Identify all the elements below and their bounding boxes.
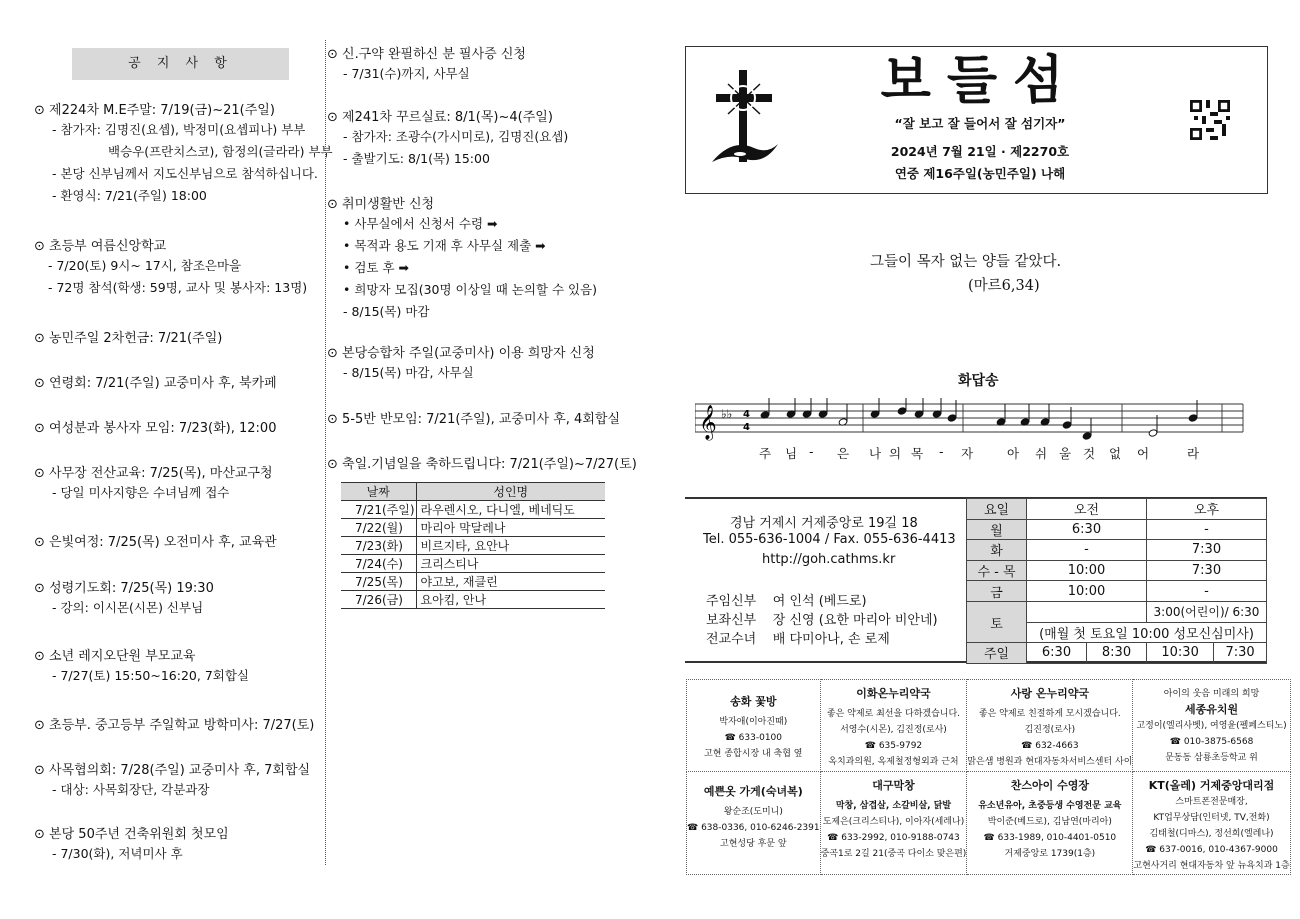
notice-title: 농민주일 2차헌금: 7/21(주일) [49, 331, 223, 346]
ad-title: KT(올레) 거제중앙대리점 [1148, 779, 1275, 792]
weekday: 금 [967, 581, 1027, 602]
bullet-icon: ⊙ [34, 827, 45, 842]
notice-title: 취미생활반 신청 [342, 197, 435, 212]
ad-line: ☎ 637-0016, 010-4367-9000 [1145, 845, 1278, 855]
notice-item [34, 534, 277, 551]
bullet-icon: ⊙ [327, 346, 338, 361]
parish-phone-fax: Tel. 055-636-1004 / Fax. 055-636-4413 [703, 532, 956, 547]
am-time: 8:30 [1087, 643, 1147, 664]
notice-title: 초등부. 중고등부 주일학교 방학미사: 7/27(토) [49, 718, 315, 733]
notice-detail: 백승우(프란치스코), 함정의(글라라) 부부 [108, 144, 333, 159]
table-row [967, 540, 1267, 561]
staff-role: 주임신부 [706, 594, 757, 609]
ad-line: 좋은 약제로 최선을 다하겠습니다. [826, 709, 961, 719]
ad-line: 박자애(이아진때) [719, 717, 788, 727]
time-sig-bottom: 4 [743, 422, 750, 433]
mass-schedule-table [966, 498, 1267, 664]
notice-item [34, 375, 277, 392]
note-icon [1062, 421, 1072, 429]
notice-detail: • 희망자 모집(30명 이상일 때 논의할 수 있음) [343, 282, 598, 297]
am-time: 10:00 [1027, 560, 1147, 581]
ad-title: 대구막창 [872, 779, 915, 792]
time-sig-top: 4 [743, 409, 750, 420]
feast-date: 7/24(수) [341, 555, 416, 573]
qr-code-icon [1190, 100, 1230, 140]
parish-website: http://goh.cathms.kr [762, 552, 896, 567]
notice-title: 축일.기념일을 축하드립니다: 7/21(주일)~7/27(토) [342, 457, 637, 472]
notice-title: 성령기도회: 7/25(목) 19:30 [49, 581, 214, 596]
notice-item [34, 465, 273, 504]
sponsor-ads-grid [686, 679, 1291, 875]
table-row [967, 560, 1267, 581]
table-header-row [341, 483, 605, 501]
table-row [967, 519, 1267, 540]
ad-title: 세종유치원 [1184, 703, 1239, 716]
am-time: 6:30 [1027, 643, 1087, 664]
notice-item [34, 762, 310, 801]
notice-item [34, 717, 314, 734]
weekday: 주일 [967, 643, 1027, 664]
column-header: 오후 [1147, 499, 1267, 520]
notice-item [327, 345, 595, 384]
lyric-syllable: - [939, 444, 944, 459]
column-header: 성인명 [416, 483, 605, 501]
table-row [341, 573, 605, 591]
staff-role: 전교수녀 [706, 632, 757, 647]
notice-item [34, 420, 276, 437]
staff-row [706, 630, 938, 649]
cross-logo-icon [708, 68, 780, 172]
notice-title: 제224차 M.E주말: 7/19(금)~21(주일) [49, 103, 275, 118]
ad-card [687, 680, 821, 772]
pm-time: - [1147, 581, 1267, 602]
bullet-icon: ⊙ [327, 197, 338, 212]
ad-line: 김태철(디마스), 정선희(엘레나) [1149, 829, 1274, 839]
staff-row [706, 611, 938, 630]
ad-line: 중곡1로 2길 21(중곡 다이소 맞은편) [820, 849, 967, 859]
table-row [967, 581, 1267, 602]
notice-detail: - 대상: 사목회장단, 각분과장 [52, 782, 210, 797]
ad-line: ☎ 010-3875-6568 [1169, 737, 1254, 747]
staff-name: 장 신영 (요한 마리아 비안네) [772, 613, 938, 628]
lyric-syllable: 없 [1109, 446, 1122, 461]
notice-item [327, 411, 620, 428]
notice-list [34, 102, 333, 207]
lyric-syllable: 어 [1137, 446, 1150, 461]
notice-item [34, 330, 222, 347]
ad-line: 고현성당 후문 앞 [720, 839, 787, 849]
pm-time: 7:30 [1214, 643, 1267, 664]
lyric-syllable: 목 [911, 446, 924, 461]
am-time: 10:00 [1027, 581, 1147, 602]
ads-row [687, 772, 1291, 875]
notice-detail: - 72명 참석(학생: 59명, 교사 및 봉사자: 13명) [48, 280, 308, 295]
ad-line: 서영수(시몬), 김진정(로사) [840, 725, 947, 735]
notice-title: 본당승합차 주일(교중미사) 이용 희망자 신청 [342, 346, 595, 361]
bullet-icon: ⊙ [34, 581, 45, 596]
note-icon [897, 407, 907, 415]
ad-line: ☎ 635-9792 [864, 741, 923, 751]
table-row [967, 601, 1267, 622]
lyric-syllable: 나 [869, 446, 882, 461]
liturgical-sunday: 연중 제16주일(농민주일) 나해 [894, 166, 1066, 181]
lyric-syllable: - [809, 444, 814, 459]
notice-title: 여성분과 봉사자 모임: 7/23(화), 12:00 [49, 421, 277, 436]
notice-detail: - 7/31(수)까지, 사무실 [343, 66, 470, 81]
staff-role: 보좌신부 [706, 613, 757, 628]
psalm-lyrics [695, 444, 1247, 464]
notice-item [327, 196, 597, 323]
ad-line: 박이준(베드로), 김남연(마리아) [987, 817, 1112, 827]
pm-time: - [1147, 519, 1267, 540]
ad-line: 고현 종합시장 내 축협 옆 [704, 749, 803, 759]
bullet-icon: ⊙ [34, 535, 45, 550]
bullet-icon: ⊙ [34, 239, 45, 254]
notice-title: 신.구약 완필하신 분 필사증 신청 [342, 47, 526, 62]
weekday: 화 [967, 540, 1027, 561]
staff-list [706, 592, 938, 649]
note-icon [1082, 432, 1092, 440]
parish-address: 경남 거제시 거제중앙로 19길 18 [730, 516, 918, 531]
table-row [341, 501, 605, 519]
issue-date-number: 2024년 7월 21일 · 제2270호 [890, 144, 1070, 159]
ad-line: ☎ 633-0100 [724, 733, 782, 743]
ad-line: ☎ 633-1989, 010-4401-0510 [983, 833, 1117, 843]
ad-line: ☎ 632-4663 [1021, 741, 1079, 751]
ad-line: 옥치과의원, 옥제철정형외과 근처 [828, 757, 959, 767]
feast-date: 7/21(주일) [341, 501, 416, 519]
ad-line: 맑은샘 병원과 현대자동차서비스센터 사이 [967, 757, 1133, 767]
ad-card [1133, 680, 1290, 772]
feast-date: 7/22(월) [341, 519, 416, 537]
ad-line: 고정이(엘리사벳), 여영윤(펠페스티노) [1136, 721, 1287, 731]
feast-date: 7/23(화) [341, 537, 416, 555]
notice-detail: - 참가자: 조광수(가시미로), 김명진(요셉) [343, 129, 569, 144]
ad-card [967, 680, 1133, 772]
staff-row [706, 592, 938, 611]
weekday: 수 - 목 [967, 560, 1027, 581]
notice-title: 초등부 여름신앙학교 [49, 239, 167, 254]
ad-card [967, 772, 1133, 875]
lyric-syllable: 님 [785, 446, 798, 461]
notice-detail: - 본당 신부님께서 지도신부님으로 참석하십니다. [52, 166, 318, 181]
bullet-icon: ⊙ [327, 457, 338, 472]
lyric-syllable: 의 [889, 446, 902, 461]
pm-time: 10:30 [1147, 643, 1214, 664]
ad-line: ☎ 638-0336, 010-6246-2391 [687, 823, 820, 833]
column-header: 요일 [967, 499, 1027, 520]
notice-detail: - 참가자: 김명진(요셉), 박정미(요셉피나) 부부 [52, 122, 306, 137]
notice-detail: • 목적과 용도 기재 후 사무실 제출 ➡ [343, 238, 546, 253]
notice-title: 제241차 꾸르실료: 8/1(목)~4(주일) [342, 110, 553, 125]
notice-detail: - 당일 미사지향은 수녀님께 접수 [52, 485, 230, 500]
note-icon [1148, 429, 1158, 437]
notice-detail: - 8/15(목) 마감 [343, 304, 430, 319]
bullet-icon: ⊙ [327, 110, 338, 125]
scripture-reference: (마르6,34) [968, 278, 1040, 294]
notice-item [34, 826, 229, 865]
treble-clef-icon: 𝄞 [699, 405, 717, 440]
saint-names: 야고보, 재클린 [416, 573, 605, 591]
notice-title: 소년 레지오단원 부모교육 [49, 649, 196, 664]
feast-date: 7/26(금) [341, 591, 416, 609]
notice-heading: 공 지 사 항 [72, 48, 289, 80]
note-icon [1188, 414, 1198, 422]
table-row [967, 643, 1267, 664]
saint-names: 마리아 막달레나 [416, 519, 605, 537]
ad-card [1133, 772, 1290, 875]
ad-line: 막창, 삼겹살, 소갈비살, 닭발 [835, 801, 952, 811]
saint-names: 크리스티나 [416, 555, 605, 573]
ad-line: 아이의 웃음 미래의 희망 [1163, 689, 1260, 699]
bullet-icon: ⊙ [34, 376, 45, 391]
ad-title: 이화온누리약국 [856, 687, 931, 700]
bullet-icon: ⊙ [327, 47, 338, 62]
weekday: 월 [967, 519, 1027, 540]
table-row [341, 537, 605, 555]
notice-detail: - 7/20(토) 9시~ 17시, 참조은마을 [48, 258, 242, 273]
table-header-row [967, 499, 1267, 520]
ads-row [687, 680, 1291, 772]
notice-title: 본당 50주년 건축위원회 첫모임 [49, 827, 229, 842]
ad-title: 사랑 온누리약국 [1010, 687, 1089, 700]
lyric-syllable: 라 [1187, 446, 1200, 461]
lyric-syllable: 쉬 [1035, 446, 1048, 461]
am-time [1027, 601, 1147, 622]
lyric-syllable: 자 [961, 446, 974, 461]
flat-icon: ♭♭ [721, 407, 733, 421]
notice-title: 연령회: 7/21(주일) 교중미사 후, 북카페 [49, 376, 277, 391]
lyric-syllable: 울 [1059, 446, 1072, 461]
ad-line: 왕순조(도미니) [723, 807, 783, 817]
am-time: 6:30 [1027, 519, 1147, 540]
ad-card [820, 772, 967, 875]
ad-line: 거제중앙로 1739(1층) [1004, 849, 1096, 859]
scripture-verse: 그들이 목자 없는 양들 같았다. [870, 254, 1062, 270]
notice-item [34, 648, 249, 687]
column-header: 날짜 [341, 483, 416, 501]
am-time: - [1027, 540, 1147, 561]
saint-names: 라우렌시오, 다니엘, 베네딕도 [416, 501, 605, 519]
saint-names: 비르지타, 요안나 [416, 537, 605, 555]
notice-item [327, 46, 526, 85]
bulletin-title: 보들섬 [880, 50, 1080, 111]
feast-day-table [341, 482, 605, 609]
weekday: 토 [967, 601, 1027, 642]
bulletin-motto: “잘 보고 잘 들어서 잘 섬기자” [894, 116, 1066, 131]
column-header: 오전 [1027, 499, 1147, 520]
notice-item [34, 580, 214, 619]
bullet-icon: ⊙ [34, 763, 45, 778]
table-row [341, 555, 605, 573]
saint-names: 요아킴, 안나 [416, 591, 605, 609]
lyric-syllable: 것 [1083, 446, 1096, 461]
column-divider [325, 40, 326, 865]
notice-title: 5-5반 반모임: 7/21(주일), 교중미사 후, 4회합실 [342, 412, 621, 427]
staff-name: 배 다미아나, 손 로제 [772, 632, 890, 647]
table-row [341, 519, 605, 537]
ad-line: 좋은 약제로 친절하게 모시겠습니다. [978, 709, 1121, 719]
note-icon [947, 414, 957, 422]
bullet-icon: ⊙ [34, 103, 45, 118]
ad-line: 스마트폰전문매장, [1175, 797, 1248, 807]
ad-line: ☎ 633-2992, 010-9188-0743 [827, 833, 960, 843]
pm-time: 7:30 [1147, 560, 1267, 581]
table-row [341, 591, 605, 609]
ad-line: 문동동 삼룡초등학교 위 [1165, 753, 1258, 763]
notice-detail: • 사무실에서 신청서 수령 ➡ [343, 216, 498, 231]
lyric-syllable: 은 [837, 446, 850, 461]
pm-time: 3:00(어린이)/ 6:30 [1147, 601, 1267, 622]
notice-title: 사목협의회: 7/28(주일) 교중미사 후, 7회합실 [49, 763, 311, 778]
notice-detail: - 강의: 이시몬(시몬) 신부님 [52, 600, 204, 615]
notice-detail: - 7/30(화), 저녁미사 후 [52, 846, 183, 861]
staff-name: 여 인석 (베드로) [772, 594, 867, 609]
notice-item [327, 109, 568, 170]
ad-line: KT업무상담(인터넷, TV,전화) [1153, 813, 1270, 823]
bullet-icon: ⊙ [34, 331, 45, 346]
notice-title: 은빛여정: 7/25(목) 오전미사 후, 교육관 [49, 535, 277, 550]
ad-line: 고현사거리 현대자동차 앞 뉴욕치과 1층 [1133, 861, 1290, 871]
bullet-icon: ⊙ [34, 718, 45, 733]
notice-item [34, 102, 333, 207]
ad-title: 예쁜옷 가게(숙녀복) [703, 785, 803, 798]
bullet-icon: ⊙ [34, 466, 45, 481]
notice-item [34, 238, 307, 299]
bullet-icon: ⊙ [34, 421, 45, 436]
ad-line: 도제은(크리스티나), 이아자(세레나) [822, 817, 965, 827]
notice-detail: - 7/27(토) 15:50~16:20, 7회합실 [52, 668, 250, 683]
saturday-note: (매월 첫 토요일 10:00 성모신심미사) [1027, 622, 1267, 643]
pm-time: 7:30 [1147, 540, 1267, 561]
ad-line: 유소년유아, 초중등생 수영전문 교육 [978, 801, 1122, 811]
notice-detail: - 출발기도: 8/1(목) 15:00 [343, 151, 490, 166]
notice-detail: - 8/15(목) 마감, 사무실 [343, 365, 474, 380]
ad-title: 찬스아이 수영장 [1010, 779, 1089, 792]
psalm-title: 화답송 [958, 373, 999, 389]
lyric-syllable: 주 [759, 446, 772, 461]
notice-detail: - 환영식: 7/21(주일) 18:00 [52, 188, 207, 203]
ad-card [820, 680, 967, 772]
lyric-syllable: 아 [1007, 446, 1020, 461]
bullet-icon: ⊙ [327, 412, 338, 427]
notice-detail: • 검토 후 ➡ [343, 260, 409, 275]
bullet-icon: ⊙ [34, 649, 45, 664]
ad-card [687, 772, 821, 875]
ad-line: 김진정(로사) [1024, 725, 1076, 735]
notice-item [327, 456, 637, 473]
ad-title: 송화 꽃방 [730, 695, 777, 708]
notice-title: 사무장 전산교육: 7/25(목), 마산교구청 [49, 466, 273, 481]
feast-date: 7/25(목) [341, 573, 416, 591]
